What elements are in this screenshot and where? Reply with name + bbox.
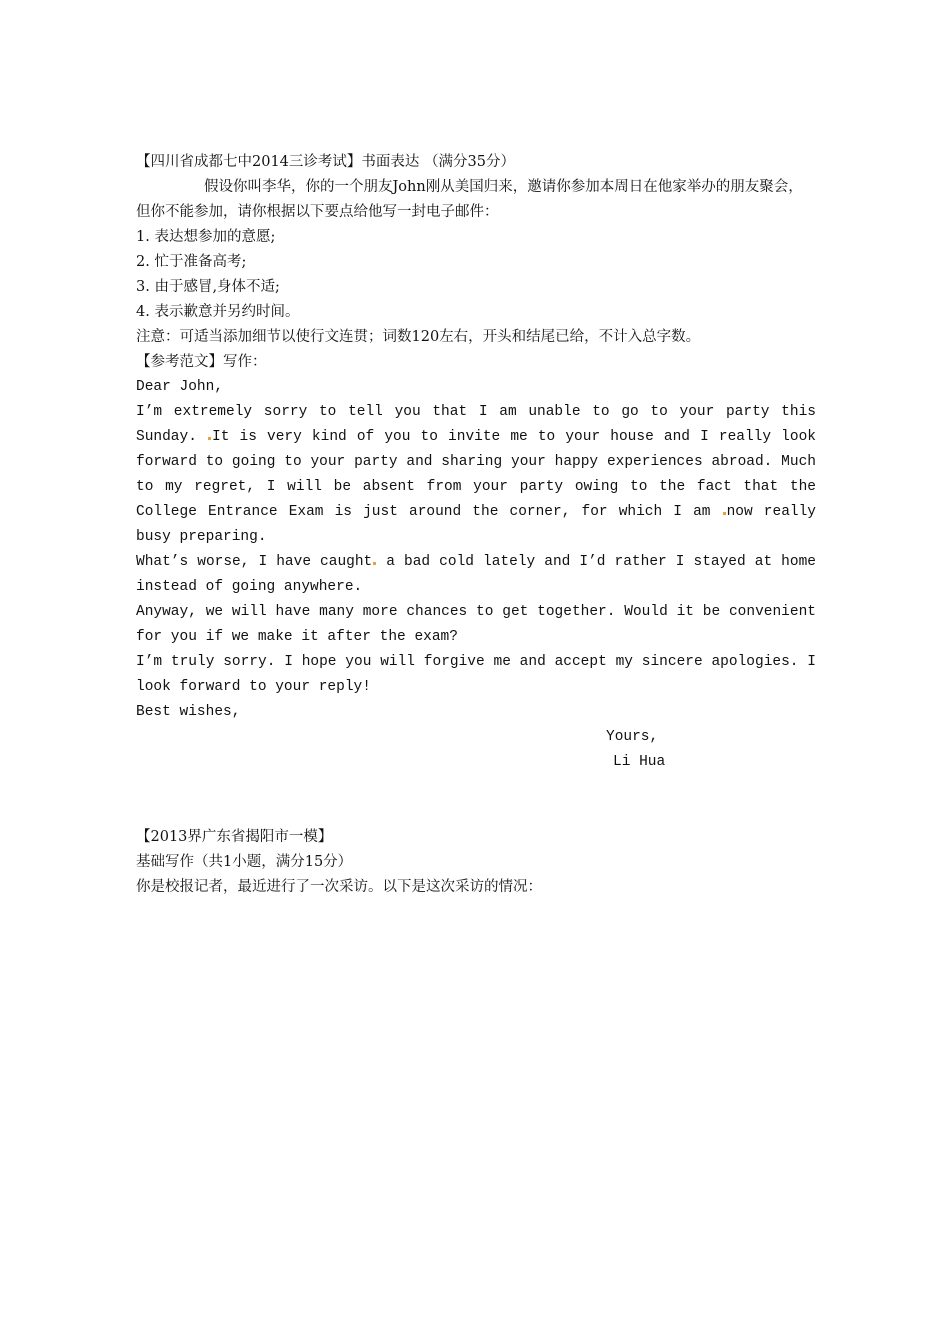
letter-paragraph-1-part-c: now really busy preparing.: [136, 504, 816, 545]
section2-heading: 【2013界广东省揭阳市一模】: [136, 829, 333, 845]
letter-paragraph-1-part-b: It is very kind of you to invite me to your house and I really look forward to going to your party and sharing your happy experiences abroad. Much to my regret, I will be absent from your party owing to the fact that the College Entrance Exam is just around the corner, for which I am: [136, 429, 816, 520]
letter-sign-off: Yours,: [606, 729, 659, 745]
point-4: 4. 表示歉意并另约时间。: [136, 304, 300, 320]
point-1: 1. 表达想参加的意愿;: [136, 229, 276, 245]
letter-paragraph-2: [136, 550, 816, 600]
letter-salutation: Dear John,: [136, 379, 224, 395]
document-page: [136, 150, 816, 900]
reference-label: 【参考范文】写作：: [136, 354, 267, 370]
section1-note: 注意：可适当添加细节以使行文连贯；词数120左右，开头和结尾已给，不计入总字数。: [136, 329, 701, 345]
letter-paragraph-4: I’m truly sorry. I hope you will forgive me and accept my sincere apologies. I look forward to your reply!: [136, 654, 816, 695]
section2-prompt: 你是校报记者，最近进行了一次采访。以下是这次采访的情况：: [136, 879, 542, 895]
point-3: 3. 由于感冒,身体不适;: [136, 279, 280, 295]
edit-mark: [208, 437, 211, 440]
edit-mark: [723, 512, 726, 515]
section1-heading: 【四川省成都七中2014三诊考试】书面表达 （满分35分）: [136, 154, 515, 170]
section1-prompt: 假设你叫李华，你的一个朋友John刚从美国归来，邀请你参加本周日在他家举办的朋友聚会，但你不能参加，请你根据以下要点给他写一封电子邮件：: [136, 179, 803, 220]
letter-paragraph-2-part-b: a bad cold lately and I’d rather I stayed at home instead of going anywhere.: [136, 554, 816, 595]
letter-paragraph-1: [136, 400, 816, 550]
letter-closing: Best wishes,: [136, 704, 241, 720]
point-2: 2. 忙于准备高考;: [136, 254, 247, 270]
letter-paragraph-3: Anyway, we will have many more chances to get together. Would it be convenient for you if we make it after the exam?: [136, 604, 816, 645]
edit-mark: [373, 562, 376, 565]
letter-signature: Li Hua: [613, 754, 666, 770]
section2-subheading: 基础写作（共1小题，满分15分）: [136, 854, 353, 870]
letter-paragraph-1-part-a: I’m extremely sorry to tell you that I am unable to go to your party this Sunday.: [136, 404, 816, 445]
letter-paragraph-2-part-a: What’s worse, I have caught: [136, 554, 373, 570]
section-spacer: [136, 775, 816, 825]
